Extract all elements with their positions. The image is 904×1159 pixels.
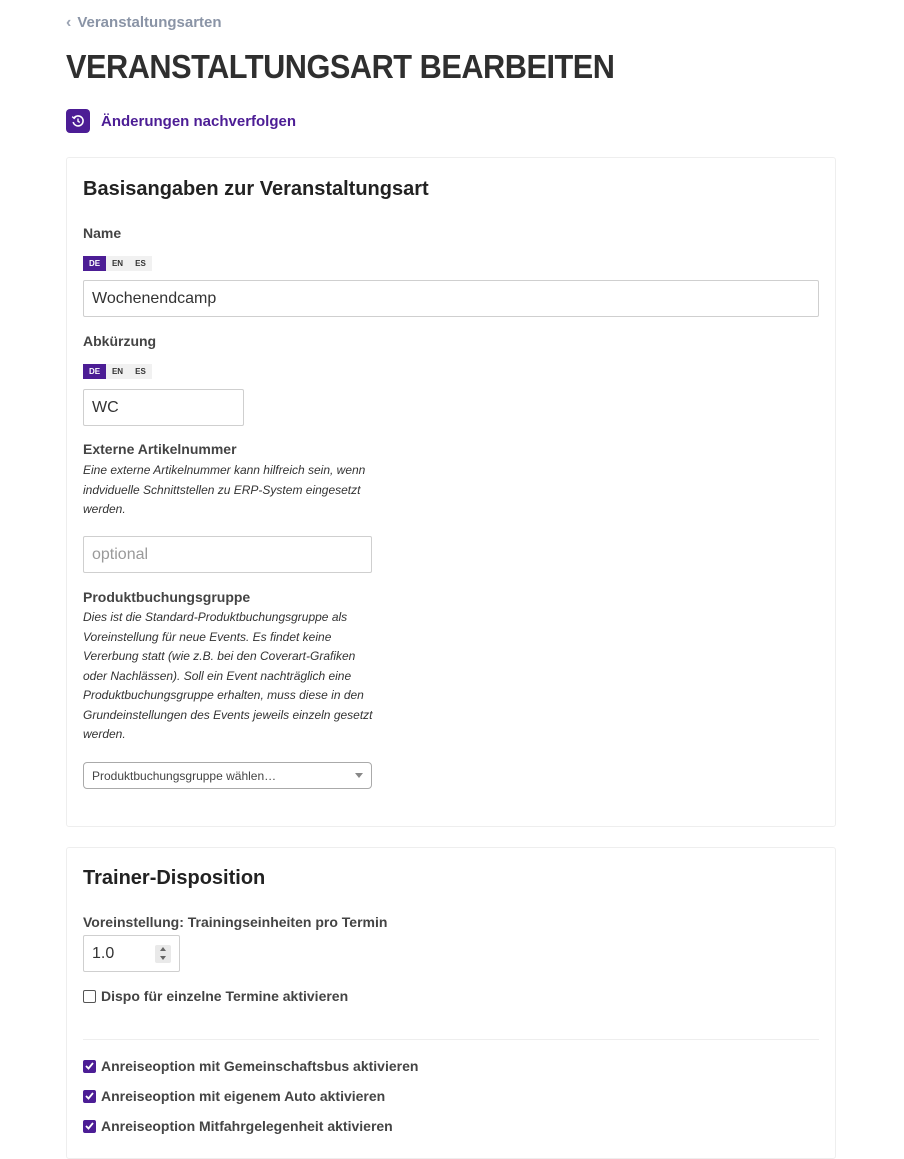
checkbox-checked-icon[interactable]: [83, 1060, 96, 1073]
external-number-input[interactable]: optional: [83, 536, 372, 573]
lang-tab-en[interactable]: EN: [106, 256, 129, 271]
checkbox-unchecked-icon[interactable]: [83, 990, 96, 1003]
track-changes-link[interactable]: [66, 109, 296, 133]
rideshare-option-label: Anreiseoption Mitfahrgelegenheit aktivieren: [101, 1118, 393, 1134]
car-option-checkbox[interactable]: [83, 1088, 385, 1104]
checkbox-checked-icon[interactable]: [83, 1090, 96, 1103]
breadcrumb-label: Veranstaltungsarten: [77, 14, 222, 31]
external-number-help: Eine externe Artikelnummer kann hilfreich sein, wenn indviduelle Schnittstellen zu ERP-System eingesetzt werden.: [83, 463, 366, 516]
name-input[interactable]: Wochenendcamp: [83, 280, 819, 317]
dispo-checkbox[interactable]: [83, 988, 348, 1004]
booking-group-selected: Produktbuchungsgruppe wählen…: [92, 768, 277, 783]
car-option-label: Anreiseoption mit eigenem Auto aktivieren: [101, 1088, 386, 1104]
lang-tab-de[interactable]: DE: [83, 364, 106, 379]
section-divider: [83, 1039, 819, 1040]
basics-card: [66, 157, 836, 827]
units-number-input[interactable]: [83, 935, 180, 972]
page-title: VERANSTALTUNGSART BEARBEITEN: [66, 48, 615, 85]
rideshare-option-checkbox[interactable]: [83, 1118, 393, 1134]
booking-group-label: Produktbuchungsgruppe: [83, 589, 251, 605]
booking-group-select[interactable]: [83, 762, 372, 789]
caret-down-icon: [355, 773, 363, 778]
units-value: 1.0: [92, 944, 115, 962]
lang-tab-en[interactable]: EN: [106, 364, 129, 379]
trainer-card: [66, 847, 836, 1159]
external-number-label: Externe Artikelnummer: [83, 441, 237, 457]
chevron-left-icon: ‹: [66, 13, 72, 31]
lang-tab-de[interactable]: DE: [83, 256, 106, 271]
units-label: Voreinstellung: Trainingseinheiten pro Termin: [83, 914, 388, 930]
trainer-title: Trainer-Disposition: [83, 867, 266, 889]
checkbox-checked-icon[interactable]: [83, 1120, 96, 1133]
lang-tab-es[interactable]: ES: [129, 364, 152, 379]
booking-group-help: Dies ist die Standard-Produktbuchungsgruppe als Voreinstellung für neue Events. Es findet keine Vererbung statt (wie z.B. bei den Coverart-Grafiken oder Nachlässen). Soll ein Event nachträglich eine Produktbuchungsgruppe erhalten, muss diese in den Grundeinstellungen des Events jeweils einzeln gesetzt werden.: [83, 610, 373, 741]
abbreviation-label: Abkürzung: [83, 333, 157, 349]
basics-title: Basisangaben zur Veranstaltungsart: [83, 178, 429, 200]
abbreviation-input[interactable]: WC: [83, 389, 244, 426]
bus-option-checkbox[interactable]: [83, 1058, 418, 1074]
name-label: Name: [83, 225, 122, 241]
track-changes-label: Änderungen nachverfolgen: [101, 112, 297, 130]
abbreviation-language-switch: [83, 364, 152, 379]
lang-tab-es[interactable]: ES: [129, 256, 152, 271]
bus-option-label: Anreiseoption mit Gemeinschaftsbus aktivieren: [101, 1058, 419, 1074]
name-language-switch: [83, 256, 152, 271]
number-spinner[interactable]: [155, 945, 171, 963]
breadcrumb-back-link[interactable]: [66, 14, 222, 31]
dispo-label: Dispo für einzelne Termine aktivieren: [101, 988, 349, 1004]
history-icon: [66, 109, 90, 133]
